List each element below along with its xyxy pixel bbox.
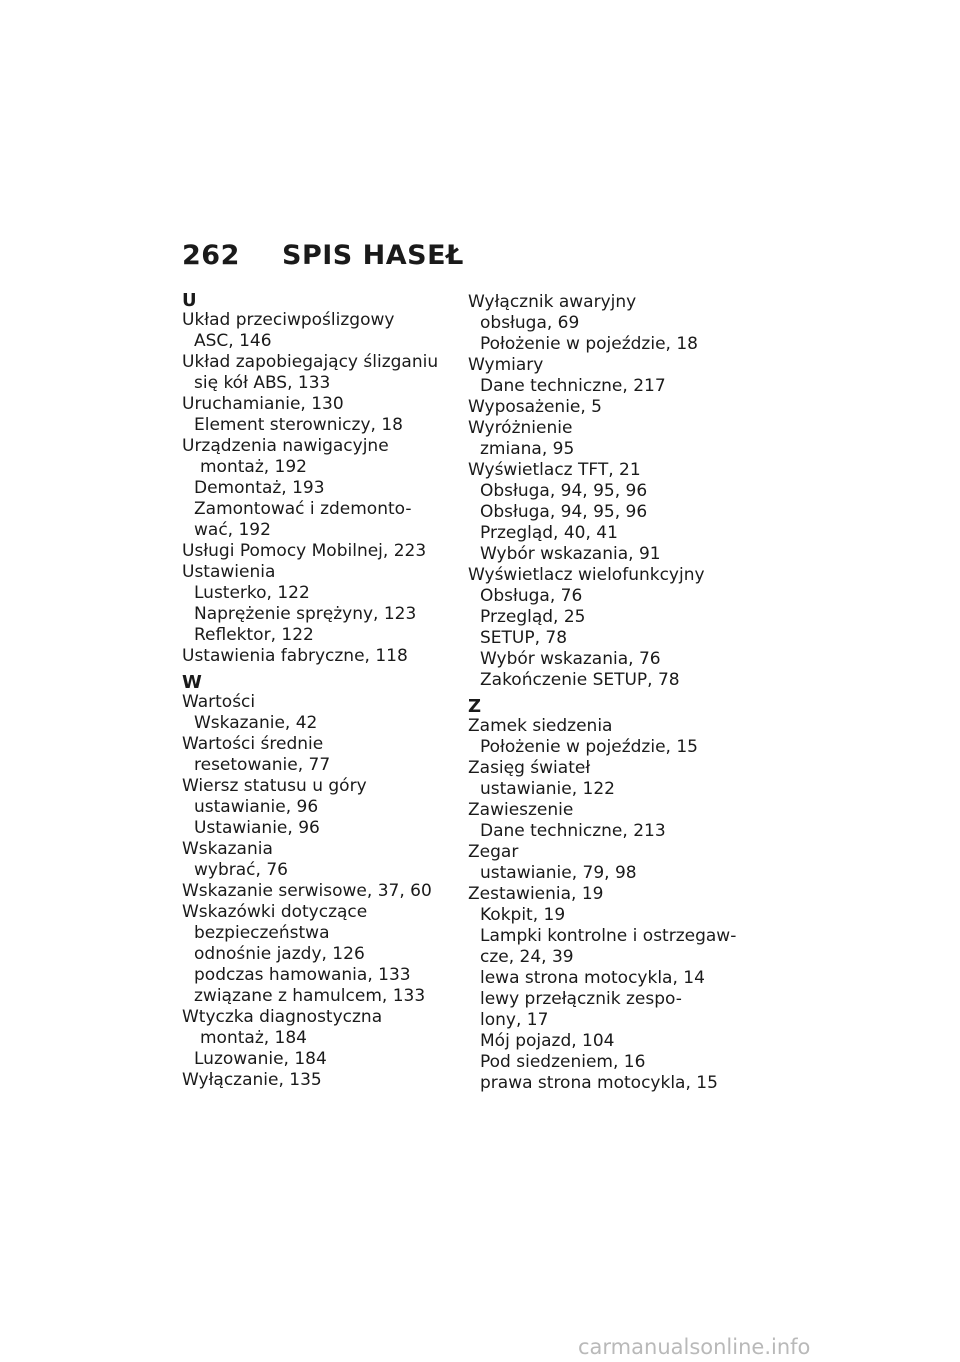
index-subentry: montaż, 192	[200, 457, 307, 477]
index-subentry: Obsługa, 94, 95, 96	[480, 502, 648, 522]
index-entry: Ustawienia	[182, 562, 276, 582]
index-entry: Ustawienia fabryczne, 118	[182, 646, 408, 666]
index-subentry: Przegląd, 40, 41	[480, 523, 618, 543]
index-column-left	[182, 292, 452, 1091]
index-entry: Wskazania	[182, 839, 273, 859]
index-subentry: Dane techniczne, 217	[480, 376, 666, 396]
index-entry: Usługi Pomocy Mobilnej, 223	[182, 541, 427, 561]
index-subentry: ustawianie, 79, 98	[480, 863, 637, 883]
index-subentry: związane z hamulcem, 133	[194, 986, 426, 1006]
index-subentry: Kokpit, 19	[480, 905, 566, 925]
index-subentry: podczas hamowania, 133	[194, 965, 411, 985]
index-entry: Wyłączanie, 135	[182, 1070, 322, 1090]
index-subentry: Obsługa, 76	[480, 586, 583, 606]
index-subentry: lewa strona motocykla, 14	[480, 968, 705, 988]
index-column-right	[468, 292, 758, 1094]
index-subentry: Naprężenie sprężyny, 123	[194, 604, 417, 624]
index-entry: Wyświetlacz TFT, 21	[468, 460, 641, 480]
index-subentry: lony, 17	[480, 1010, 549, 1030]
index-entry: Wtyczka diagnostyczna	[182, 1007, 383, 1027]
index-subentry: Demontaż, 193	[194, 478, 325, 498]
watermark: carmanualsonline.info	[578, 1335, 811, 1359]
index-subentry: Pod siedzeniem, 16	[480, 1052, 646, 1072]
index-subentry: ustawianie, 122	[480, 779, 615, 799]
index-subentry: ustawianie, 96	[194, 797, 319, 817]
index-subentry: Zamontować i zdemonto-	[194, 499, 412, 519]
index-subentry: Element sterowniczy, 18	[194, 415, 403, 435]
index-subentry: Wskazanie, 42	[194, 713, 318, 733]
index-subentry: Reflektor, 122	[194, 625, 314, 645]
index-subentry: Wybór wskazania, 91	[480, 544, 661, 564]
index-subentry: Położenie w pojeździe, 15	[480, 737, 698, 757]
index-subentry: Zakończenie SETUP, 78	[480, 670, 680, 690]
index-subentry: wać, 192	[194, 520, 271, 540]
page-title: SPIS HASEŁ	[282, 240, 464, 271]
index-entry: Urządzenia nawigacyjne	[182, 436, 389, 456]
index-entry: Uruchamianie, 130	[182, 394, 344, 414]
index-subentry: prawa strona motocykla, 15	[480, 1073, 718, 1093]
index-entry: Zestawienia, 19	[468, 884, 604, 904]
index-subentry: Obsługa, 94, 95, 96	[480, 481, 648, 501]
index-subentry: Mój pojazd, 104	[480, 1031, 615, 1051]
index-entry: Wyświetlacz wielofunkcyjny	[468, 565, 705, 585]
index-subentry: Luzowanie, 184	[194, 1049, 327, 1069]
index-subentry: Ustawianie, 96	[194, 818, 320, 838]
index-entry: Wskazanie serwisowe, 37, 60	[182, 881, 432, 901]
index-subentry: Lusterko, 122	[194, 583, 310, 603]
index-entry: Wartości średnie	[182, 734, 324, 754]
index-entry: Zawieszenie	[468, 800, 574, 820]
index-entry: Wskazówki dotyczące	[182, 902, 368, 922]
index-subentry: Położenie w pojeździe, 18	[480, 334, 698, 354]
index-subentry: bezpieczeństwa	[194, 923, 330, 943]
index-subentry: zmiana, 95	[480, 439, 575, 459]
index-section-letter: U	[182, 290, 197, 311]
index-section-letter: Z	[468, 696, 482, 717]
index-entry: Wymiary	[468, 355, 544, 375]
index-subentry: Przegląd, 25	[480, 607, 586, 627]
index-subentry: wybrać, 76	[194, 860, 288, 880]
index-subentry: resetowanie, 77	[194, 755, 331, 775]
index-subentry: cze, 24, 39	[480, 947, 574, 967]
index-entry: Zamek siedzenia	[468, 716, 613, 736]
index-entry: Wyposażenie, 5	[468, 397, 602, 417]
index-subentry: Wybór wskazania, 76	[480, 649, 661, 669]
index-subentry: Lampki kontrolne i ostrzegaw-	[480, 926, 737, 946]
index-subentry: montaż, 184	[200, 1028, 307, 1048]
index-entry: Zasięg świateł	[468, 758, 591, 778]
index-entry: Wiersz statusu u góry	[182, 776, 367, 796]
index-entry: Układ przeciwpoślizgowy	[182, 310, 395, 330]
index-subentry: odnośnie jazdy, 126	[194, 944, 365, 964]
index-subentry: lewy przełącznik zespo-	[480, 989, 682, 1009]
index-entry: Zegar	[468, 842, 519, 862]
index-subentry: SETUP, 78	[480, 628, 568, 648]
index-subentry: obsługa, 69	[480, 313, 580, 333]
index-subentry: ASC, 146	[194, 331, 272, 351]
index-entry: Układ zapobiegający ślizganiu	[182, 352, 439, 372]
index-section-letter: W	[182, 672, 202, 693]
index-entry: Wyłącznik awaryjny	[468, 292, 637, 312]
index-entry: Wartości	[182, 692, 256, 712]
index-entry: Wyróżnienie	[468, 418, 573, 438]
page-number: 262	[182, 240, 240, 271]
index-subentry: Dane techniczne, 213	[480, 821, 666, 841]
index-subentry: się kół ABS, 133	[194, 373, 331, 393]
